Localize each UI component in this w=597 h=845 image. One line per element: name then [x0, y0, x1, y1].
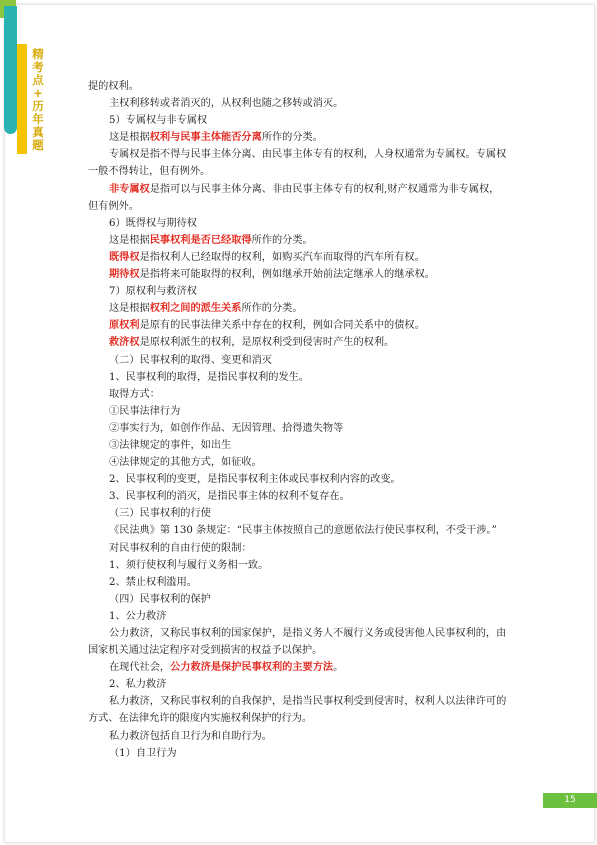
sidebar-title-char: 真: [32, 125, 44, 139]
paragraph: 取得方式：: [109, 388, 160, 400]
text: 是指将来可能取得的权利，例如继承开始前法定继承人的继承权。: [139, 269, 435, 281]
paragraph: [88, 317, 508, 334]
paragraph: 专属权是指不得与民事主体分离、由民事主体专有的权利，人身权通常为专属权。专属权一般不得转让，但有例外。: [88, 149, 507, 178]
sidebar-title-char: 题: [32, 138, 44, 152]
text: 是原权利派生的权利，是原权利受到侵害时产生的权利。: [139, 337, 395, 349]
section-heading: （四）民事权利的保护: [109, 593, 211, 605]
highlighted-term: 民事权利是否已经取得: [149, 233, 252, 246]
paragraph: [88, 181, 508, 215]
yellow-side-bar: [17, 44, 27, 154]
sidebar-title-char: 历: [32, 99, 44, 113]
highlighted-term: 救济权: [109, 336, 140, 349]
page-number: 15: [543, 793, 597, 808]
text: 是指权利人已经取得的权利，如购买汽车而取得的汽车所有权。: [139, 251, 425, 263]
subheading: 5）专属权与非专属权: [109, 115, 208, 127]
paragraph: 公力救济，又称民事权利的国家保护，是指义务人不履行义务或侵害他人民事权利的，由国家机关通过法定程序对受到损害的权益予以保护。: [88, 628, 507, 657]
list-item: ③法律规定的事件，如出生: [109, 439, 232, 451]
section-heading: （二）民事权利的取得、变更和消灭: [109, 354, 272, 366]
paragraph: [88, 659, 508, 676]
paragraph: [88, 334, 508, 351]
text: 这是根据: [109, 234, 150, 246]
body-text: [88, 78, 508, 762]
paragraph: [88, 266, 508, 283]
highlighted-term: 公力救济是保护民事权利的主要方法: [170, 661, 334, 674]
highlighted-term: 非专属权: [109, 182, 150, 195]
paragraph: 对民事权利的自由行使的限制：: [109, 542, 252, 554]
text: 这是根据: [109, 303, 150, 315]
text: 。: [333, 662, 344, 674]
paragraph: 《民法典》第 130 条规定：“民事主体按照自己的意愿依法行使民事权利，不受干涉。”: [109, 525, 497, 537]
subheading: 6）既得权与期待权: [109, 217, 197, 229]
subheading: 1、公力救济: [109, 610, 167, 622]
text: 所作的分类。: [261, 132, 323, 144]
text: 在现代社会，: [109, 662, 171, 674]
subheading: 7）原权利与救济权: [109, 286, 197, 298]
paragraph: [88, 300, 508, 317]
text: 所作的分类。: [251, 234, 313, 246]
paragraph: [88, 232, 508, 249]
paragraph: 1、民事权利的取得，是指民事权利的发生。: [109, 371, 310, 383]
highlighted-term: 权利之间的派生关系: [149, 302, 242, 315]
paragraph: 3、民事权利的消灭，是指民事主体的权利不复存在。: [109, 491, 350, 503]
list-item: ②事实行为，如创作作品、无因管理、拾得遗失物等: [109, 422, 344, 434]
teal-side-bar: [4, 6, 17, 134]
text: 所作的分类。: [241, 303, 303, 315]
text: 是指可以与民事主体分离、非由民事主体专有的权利,财产权通常为非专属权，但有例外。: [88, 183, 500, 212]
section-heading: （三）民事权利的行使: [109, 508, 211, 520]
sidebar-title-char: 点: [32, 73, 44, 87]
sidebar-title-char: 年: [32, 112, 44, 126]
highlighted-term: 既得权: [109, 250, 140, 263]
paragraph: 提的权利。: [88, 81, 139, 92]
sidebar-title-char: 精: [32, 47, 44, 61]
paragraph: [88, 129, 508, 146]
text: 是原有的民事法律关系中存在的权利，例如合同关系中的债权。: [139, 320, 425, 332]
paragraph: 2、民事权利的变更，是指民事权利主体或民事权利内容的改变。: [109, 474, 401, 486]
list-item: ①民事法律行为: [109, 405, 181, 417]
paragraph: 主权利移转或者消灭的，从权利也随之移转或消灭。: [109, 98, 344, 110]
sidebar-title-char: 考: [32, 60, 44, 74]
paragraph: 私力救济，又称民事权利的自我保护，是指当民事权利受到侵害时，权利人以法律许可的方式、在法律允许的限度内实施权利保护的行为。: [88, 696, 507, 725]
subheading: 2、私力救济: [109, 679, 167, 691]
subheading: （1）自卫行为: [109, 747, 177, 759]
paragraph: [88, 249, 508, 266]
highlighted-term: 期待权: [109, 268, 140, 281]
paragraph: 私力救济包括自卫行为和自助行为。: [109, 730, 272, 742]
sidebar-title-char: +: [33, 86, 43, 100]
list-item: 1、须行使权利与履行义务相一致。: [109, 559, 269, 571]
text: 这是根据: [109, 132, 150, 144]
list-item: ④法律规定的其他方式，如征收。: [109, 457, 262, 469]
highlighted-term: 权利与民事主体能否分离: [149, 131, 262, 144]
list-item: 2、禁止权利滥用。: [109, 576, 197, 588]
sidebar-title: [31, 48, 45, 152]
highlighted-term: 原权利: [109, 319, 140, 332]
